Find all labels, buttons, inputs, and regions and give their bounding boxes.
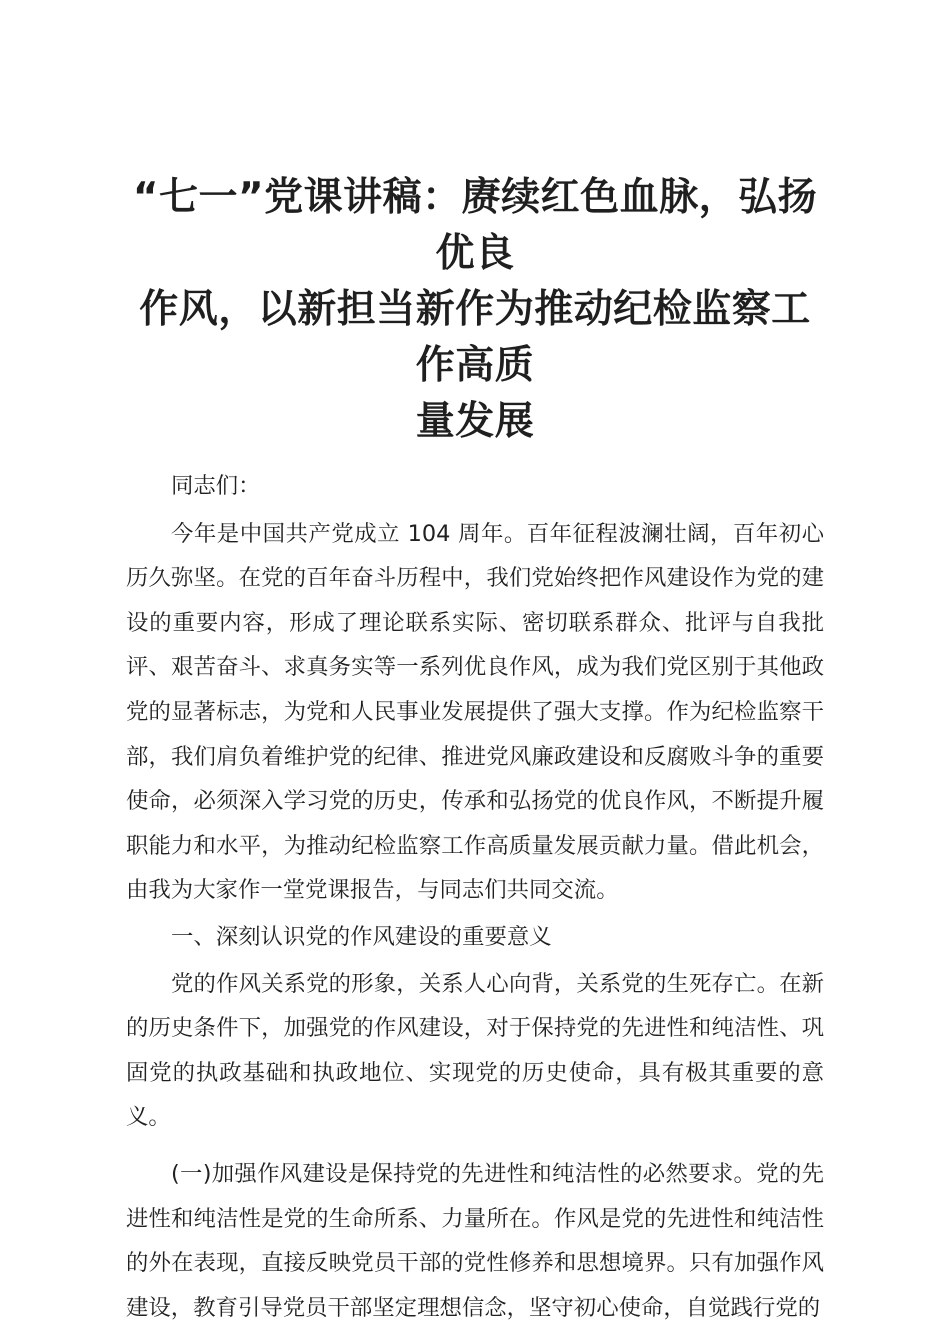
body-paragraph-intro: 今年是中国共产党成立 104 周年。百年征程波澜壮阔，百年初心历久弥坚。在党的百年奋斗历程中，我们党始终把作风建设作为党的建设的重要内容，形成了理论联系实际、密切联系群众、批评与自我批评、艰苦奋斗、求真务实等一系列优良作风，成为我们党区别于其他政党的显著标志，为党和人民事业发展提供了强大支撑。作为纪检监察干部，我们肩负着维护党的纪律、推进党风廉政建设和反腐败斗争的重要使命，必须深入学习党的历史，传承和弘扬党的优良作风，不断提升履职能力和水平，为推动纪检监察工作高质量发展贡献力量。借此机会，由我为大家作一堂党课报告，与同志们共同交流。 <box>126 520 824 904</box>
body-paragraph-section-1: 党的作风关系党的形象，关系人心向背，关系党的生死存亡。在新的历史条件下，加强党的作风建设，对于保持党的先进性和纯洁性、巩固党的执政基础和执政地位、实现党的历史使命，具有极其重要的意义。 <box>126 970 824 1131</box>
body-paragraph-subsection-1: (一)加强作风建设是保持党的先进性和纯洁性的必然要求。党的先进性和纯洁性是党的生命所系、力量所在。作风是党的先进性和纯洁性的外在表现，直接反映党员干部的党性修养和思想境界。只有加强作风建设，教育引导党员干部坚定理想信念，坚守初心使命，自觉践行党的 <box>126 1160 824 1321</box>
title-line: 作风，以新担当新作为推动纪检监察工作高质 <box>139 287 811 388</box>
title-line: 量发展 <box>415 399 535 444</box>
document-title <box>126 170 824 450</box>
salutation: 同志们： <box>171 473 261 499</box>
section-heading-1: 一、深刻认识党的作风建设的重要意义 <box>171 923 552 950</box>
title-line: “七一”党课讲稿：赓续红色血脉，弘扬优良 <box>132 175 818 276</box>
